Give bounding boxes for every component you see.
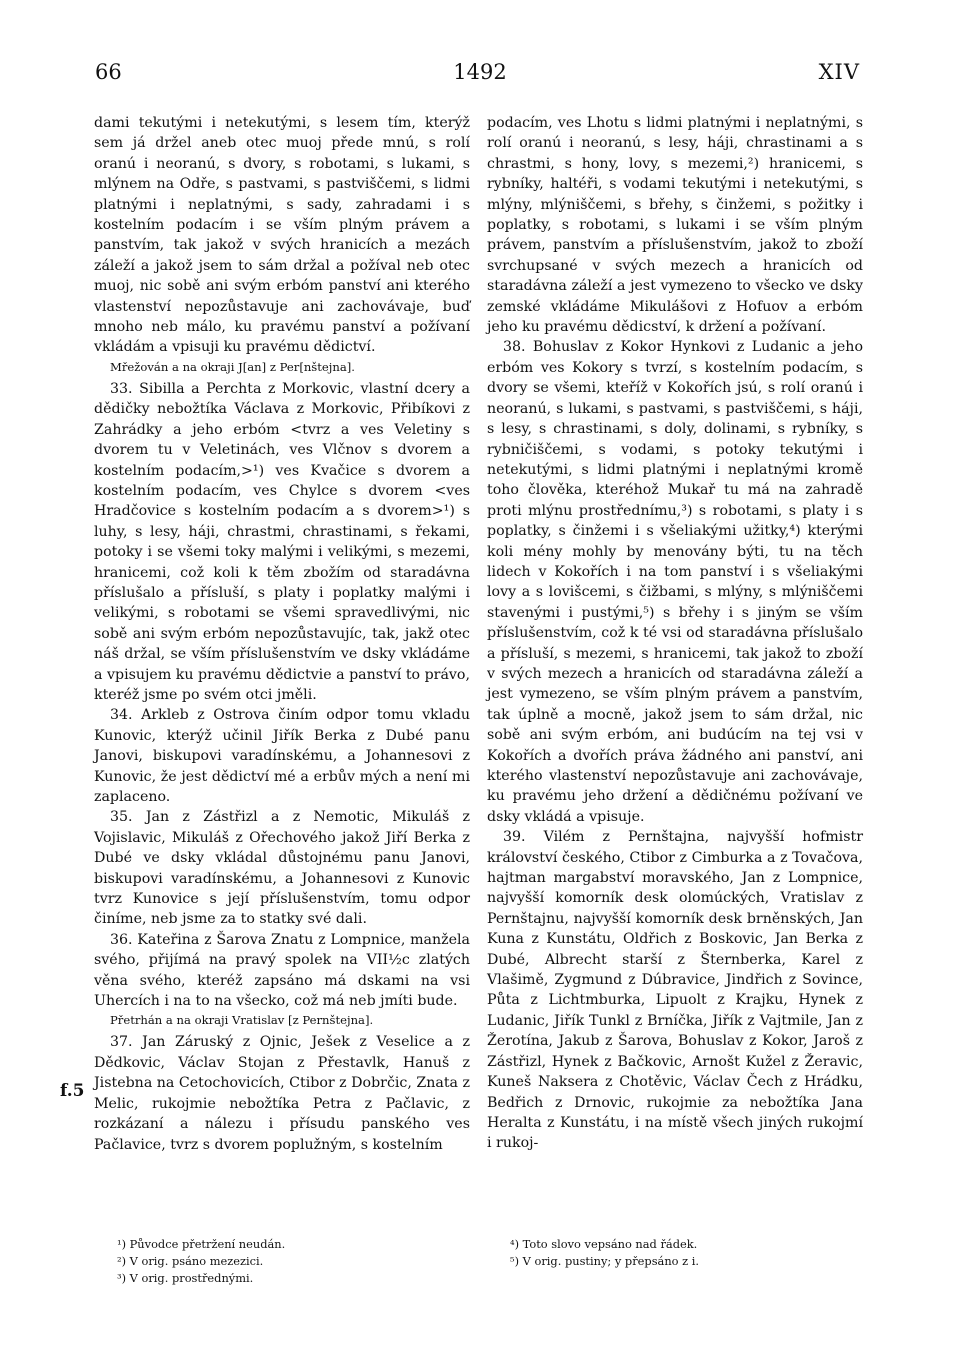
footnotes-right	[510, 1236, 699, 1270]
page-number: 66	[95, 60, 122, 84]
folio-margin-note: f.5	[60, 1081, 85, 1101]
footnote: ⁵) V orig. pustiny; y přepsáno z i.	[510, 1254, 700, 1268]
page-year: 1492	[453, 60, 507, 84]
left-text-column	[94, 113, 470, 1155]
entry-34: 34. Arkleb z Ostrova činím odpor tomu vkladu Kunovic, kterýž učinil Jiřík Berka z Dubé panu Janovi, biskupovi varadínskému, a Johannesovi z Kunovic, že jest dědictví mé a erbův mých a není mi zaplaceno.	[94, 707, 470, 805]
right-text-column	[487, 113, 863, 1154]
footnote: ³) V orig. prostřednými.	[117, 1271, 254, 1285]
paragraph-continuation: dami tekutými i netekutými, s lesem tím, kterýž sem já držel aneb otec muoj přede mnú, s rolí oranú i neoranú, s dvory, s robotami, s lukami, s mlýnem na Odře, s pastvami, s pastviščemi, s lidmi platnými i neplatnými, s sady, zahradami i s kostelním podacím i se vším plným právem a panstvím, tak jakož v svých hranicích a mezách záleží a jakož jsem to sám držal a požíval neb otec muoj, nic sobě ani svým erbóm panství ani kterého vlastenství nepozůstavuje ani zachovávaje, buď mnoho neb málo, ku pravému panství a požívaní vkládám a vpisuji ku pravému dědictví.	[94, 115, 470, 356]
footnote: ²) V orig. psáno mezezici.	[117, 1254, 264, 1268]
footnote: ¹) Původce přetržení neudán.	[117, 1237, 286, 1251]
entry-35: 35. Jan z Zástřizl a z Nemotic, Mikuláš z Vojislavic, Mikuláš z Ořechového jakož Jiří Berka z Dubé ve dsky vkládal důstojnému panu Janovi, biskupovi varadínskému, a Johannesovi z Kunovic tvrz Kunovice s její příslušenstvím, tomu odpor činíme, neb jsme za to statky své dali.	[94, 809, 470, 928]
editorial-note: Mřežován a na okraji J[an] z Per[nštejna].	[110, 359, 355, 374]
entry-36: 36. Kateřina z Šarova Znatu z Lompnice, manžela svého, přijímá na pravý spolek na VII½c zlatých věna svého, kteréž zapsáno má dskami na vsi Uhercích i na to na všecko, což má neb jmíti bude.	[94, 931, 470, 1010]
entry-33: 33. Sibilla a Perchta z Morkovic, vlastní dcery a dědičky nebožtíka Václava z Morkovic, Přibíkovi z Zahrádky a jeho erbóm <tvrz a ves Veletiny s dvorem tu v Veletinách, ves Vlčnov s dvorem a kostelním podacím,>¹) ves Kvačice s dvorem a kostelním podacím, ves Chylce s dvorem <ves Hradčovice s kostelním podacím a s dvorem>¹) s luhy, s lesy, háji, chrastmi, chrastinami, s řekami, potoky i se všemi toky malými i velikými, s mezemi, hranicemi, což koli k těm zbožím od staradávna příslušalo a přísluší, s platy i poplatky malými i velikými, s robotami se všemi spravedlivými, nic sobě ani svým erbóm nepozůstavujíc, tak, jakž otec náš držal, se vším příslušenstvím ve dsky vkládáme a vpisujem ku pravému dědictvie a panství to právo, kteréž jsme po svém otci jměli.	[94, 380, 470, 703]
footnote: ⁴) Toto slovo vepsáno nad řádek.	[510, 1237, 698, 1251]
entry-39: 39. Vilém z Pernštajna, najvyšší hofmistr království českého, Ctibor z Cimburka a z Tovačova, hajtman margabství moravského, Jan z Lompnice, najvyšší komorník desk olomúckých, Vratislav z Pernštajnu, najvyšší komorník desk brněnských, Jan Kuna z Kunstátu, Oldřich z Boskovic, Jan Berka z Dubé, Albrecht starší z Šternberka, Karel z Vlašimě, Zygmund z Dúbravice, Jindřich z Sovince, Půta z Lichtmburka, Lipuolt z Krajku, Hynek z Ludanic, Jiřík Tunkl z Brníčka, Jiřík z Vajtmile, Jan z Žerotína, Jakub z Šarova, Bohuslav z Kokor, Jaroš z Zástřizl, Hynek z Bačkovic, Arnošt Kužel z Žeravic, Kuneš Naksera z Chotěvic, Václav Čech z Hrádku, Bedřich z Drnovic, rukojmie za nebožtíka Jana Heralta z Kunstátu, i na místě všech jiných rukojmí i rukoj-	[487, 829, 863, 1152]
paragraph-continuation: podacím, ves Lhotu s lidmi platnými i neplatnými, s rolí oranú i neoranú, s lesy, háji, chrastinami a s chrastmi, s hony, lovy, s mezemi,²) hranicemi, s rybníky, haltéři, s vodami tekutými i netekutými, s mlýny, mlýniščemi, s břehy, s činžemi, s požitky i poplatky, s robotami, s lukami i se vším plným právem, panstvím a příslušenstvím, jakož to zboží svrchupsané v svých mezech a hranicích od staradávna záleží a jest vymezeno to všecko ve dsky zemské vkládáme Mikulášovi z Hofuov a erbóm jeho ku pravému dědicství, k držení a požívaní.	[487, 115, 863, 336]
editorial-note: Přetrhán a na okraji Vratislav [z Pernštejna].	[110, 1013, 374, 1028]
section-numeral: XIV	[818, 60, 860, 84]
entry-37: 37. Jan Záruský z Ojnic, Ješek z Veselice a z Dědkovic, Václav Stojan z Přestavlk, Hanuš z Jistebna na Cetochovicích, Ctibor z Dobrčic, Znata z Melic, rukojmie nebožtíka Petra z Pačlavic, z rozkázaní a nálezu i přísudu panského ves Pačlavice, tvrz s dvorem poplužným, s kostelním	[94, 1034, 470, 1153]
footnotes-left	[117, 1236, 285, 1287]
entry-38: 38. Bohuslav z Kokor Hynkovi z Ludanic a jeho erbóm ves Kokory s tvrzí, s kostelním podacím, s dvory se všemi, kteříž v Kokořích jsú, s rolí oranú i neoranú, s lukami, s pastvami, s pastviščemi, s háji, s lesy, s chrastinami, s doly, dolinami, s rybníky, s rybničiščemi, s vodami, s potoky tekutými i netekutými, s lidmi platnými i neplatnými kromě toho člověka, kteréhož Mukař tu má na zahradě proti mlýnu prostřednímu,³) s robotami, s platy i s poplatky, s činžemi i s všeliakými užitky,⁴) kterými koli mény mohly by menovány býti, tu na těch lidech v Kokořích i na tom panství i s všeliakými lovy a s lovišcemi, s čižbami, s mlýny, s mlýniščemi stavenými i pustými,⁵) s břehy i s jiným se vším příslušenstvím, což k té vsi od staradávna příslušalo a přísluší, s mezemi, s hranicemi, tak jakož to zboží v svých mezech a hranicích od staradávna záleží a jest vymezeno, se vším plným právem a panstvím, tak úplně a mocně, jakož jsem to sám držal, nic sobě ani svým erbóm, ani budúcím na tej vsi v Kokořích a dvořích práva žádného ani panství, ani kterého vlastenství nepozůstavuje ani zachovávaje, ku pravému jeho držení a dědičnému požívaní ve dsky vkládá a vpisuje.	[487, 339, 863, 825]
